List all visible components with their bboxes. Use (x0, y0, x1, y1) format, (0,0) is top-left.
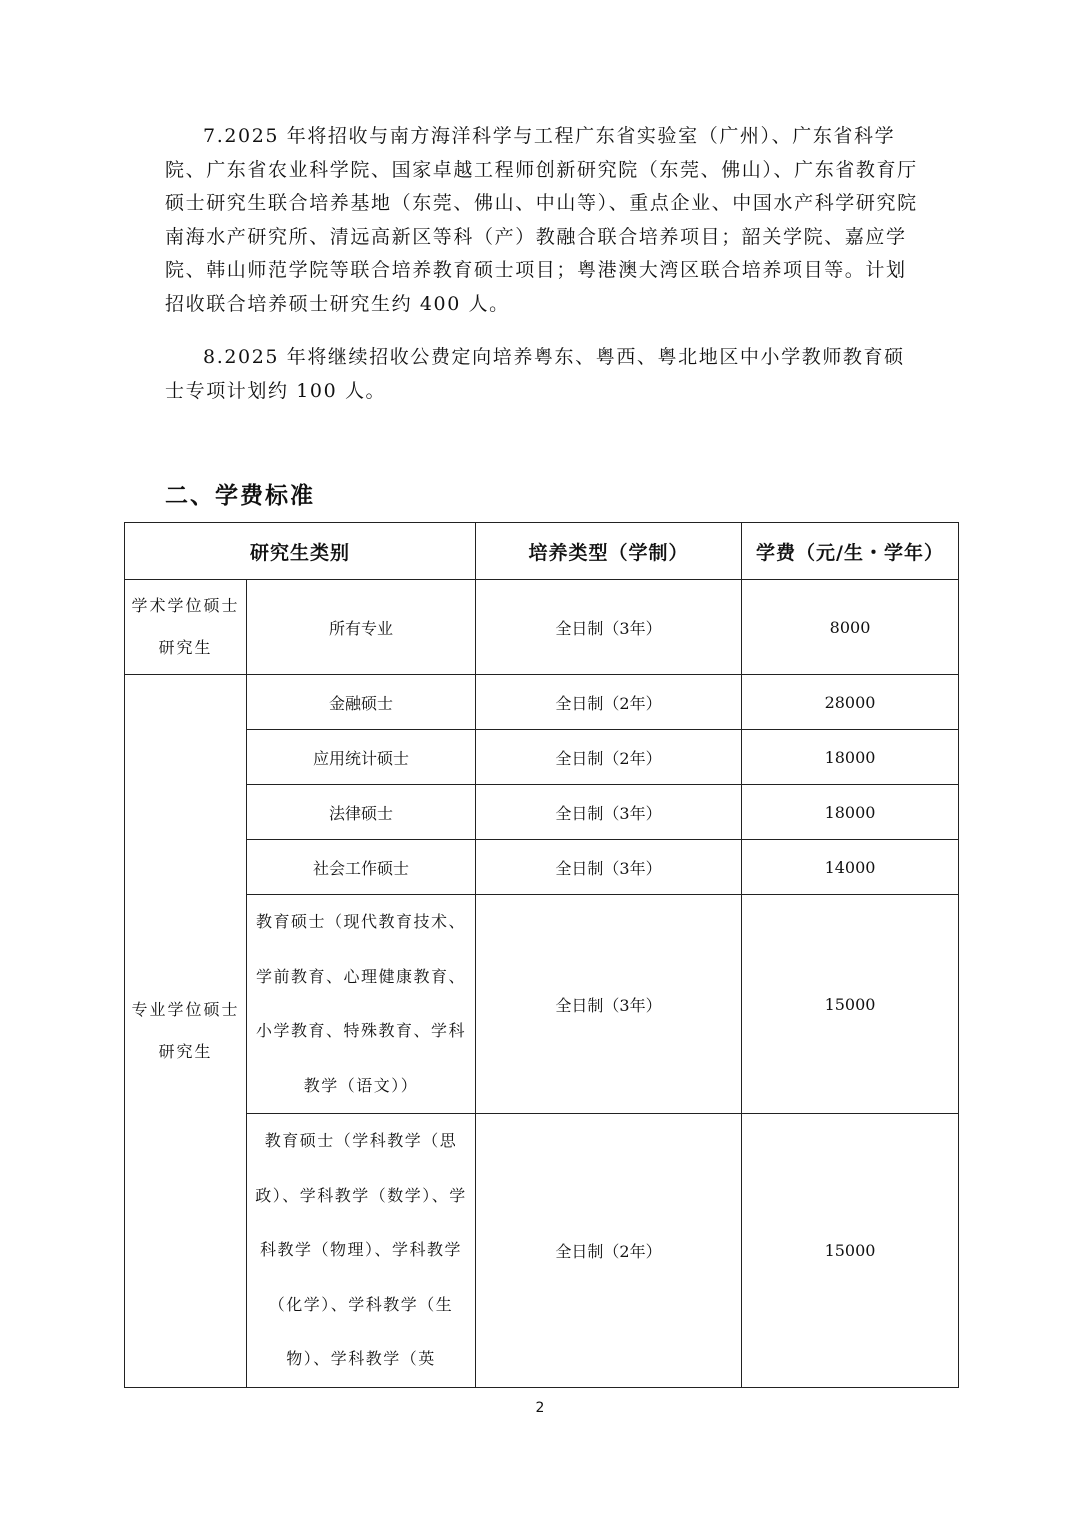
category-academic: 学术学位硕士研究生 (125, 580, 247, 675)
major-cell: 法律硕士 (247, 785, 476, 840)
type-cell: 全日制（2年） (476, 1114, 742, 1388)
major-cell: 社会工作硕士 (247, 840, 476, 895)
type-cell: 全日制（3年） (476, 580, 742, 675)
table-row (125, 840, 959, 895)
type-cell: 全日制（2年） (476, 730, 742, 785)
paragraph-7 (165, 120, 925, 321)
section-title: 二、学费标准 (165, 483, 315, 509)
fee-cell: 18000 (742, 785, 959, 840)
type-cell: 全日制（2年） (476, 675, 742, 730)
table-row (125, 730, 959, 785)
fee-cell: 8000 (742, 580, 959, 675)
type-cell: 全日制（3年） (476, 785, 742, 840)
fee-cell: 15000 (742, 1114, 959, 1388)
paragraph-7-text: 7.2025 年将招收与南方海洋科学与工程广东省实验室（广州）、广东省科学院、广东省农业科学院、国家卓越工程师创新研究院（东莞、佛山）、广东省教育厅硕士研究生联合培养基地（东莞、佛山、中山等）、重点企业、中国水产科学研究院南海水产研究所、清远高新区等科（产）教融合联合培养项目；韶关学院、嘉应学院、韩山师范学院等联合培养教育硕士项目；粤港澳大湾区联合培养项目等。计划招收联合培养硕士研究生约 400 人。 (165, 125, 918, 315)
header-type: 培养类型（学制） (476, 523, 742, 580)
fee-cell: 18000 (742, 730, 959, 785)
table-row (125, 1114, 959, 1388)
major-cell: 教育硕士（学科教学（思政）、学科教学（数学）、学科教学（物理）、学科教学（化学）、学科教学（生物）、学科教学（英 (247, 1114, 476, 1388)
type-cell: 全日制（3年） (476, 840, 742, 895)
type-cell: 全日制（3年） (476, 895, 742, 1114)
major-cell: 所有专业 (247, 580, 476, 675)
table-header-row (125, 523, 959, 580)
tuition-table (124, 522, 959, 1388)
table-row (125, 785, 959, 840)
paragraph-8 (165, 341, 925, 408)
header-category: 研究生类别 (125, 523, 476, 580)
major-cell: 金融硕士 (247, 675, 476, 730)
fee-cell: 15000 (742, 895, 959, 1114)
fee-cell: 14000 (742, 840, 959, 895)
table-row (125, 580, 959, 675)
page-number: 2 (535, 1400, 545, 1416)
category-professional: 专业学位硕士研究生 (125, 675, 247, 1388)
table-row (125, 895, 959, 1114)
paragraph-8-text: 8.2025 年将继续招收公费定向培养粤东、粤西、粤北地区中小学教师教育硕士专项计划约 100 人。 (165, 346, 905, 402)
major-cell: 应用统计硕士 (247, 730, 476, 785)
major-cell: 教育硕士（现代教育技术、学前教育、心理健康教育、小学教育、特殊教育、学科教学（语文）） (247, 895, 476, 1114)
header-fee: 学费（元/生・学年） (742, 523, 959, 580)
fee-cell: 28000 (742, 675, 959, 730)
table-row (125, 675, 959, 730)
